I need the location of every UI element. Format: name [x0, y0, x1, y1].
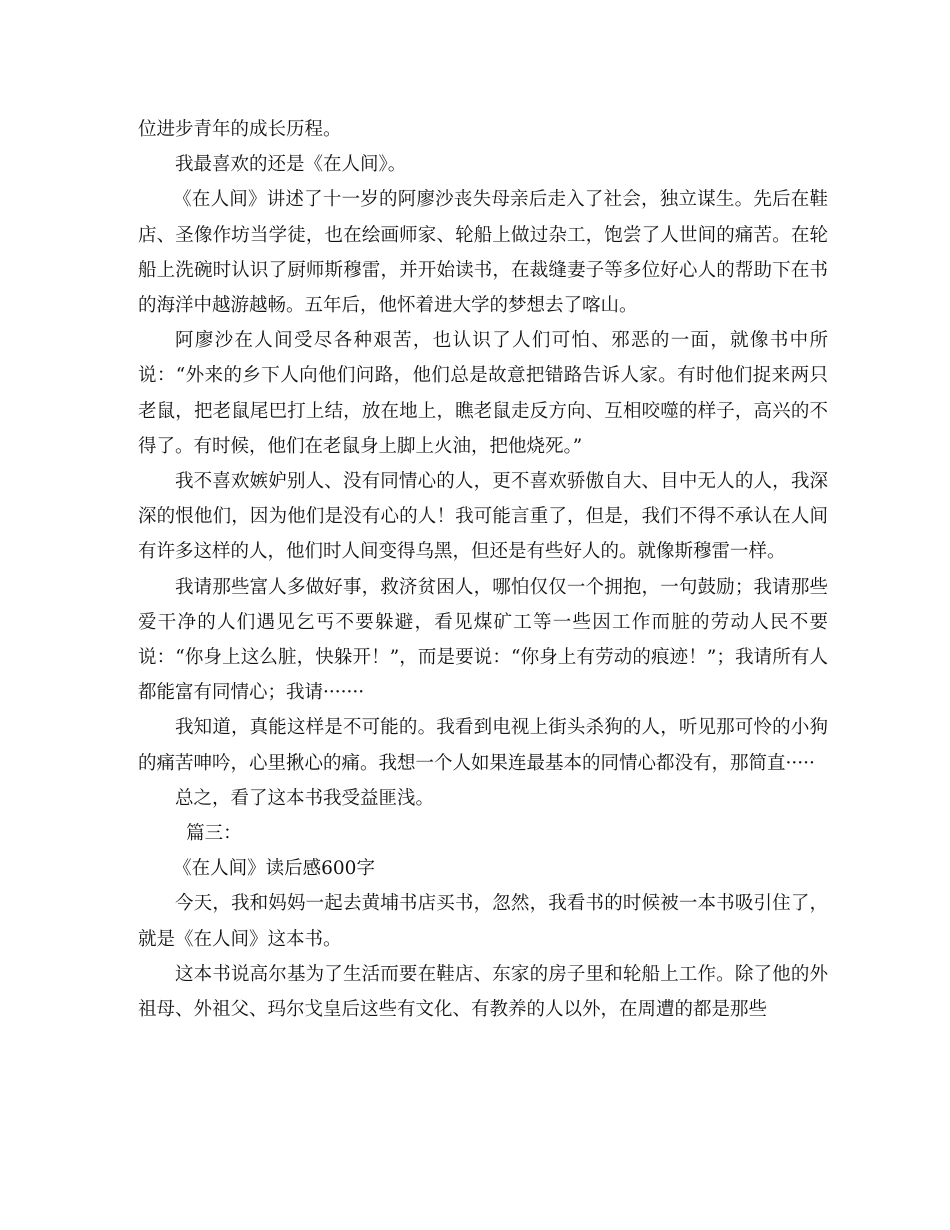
paragraph: 总之，看了这本书我受益匪浅。	[175, 787, 435, 809]
paragraph: 我最喜欢的还是《在人间》。	[175, 154, 407, 176]
paragraph: 我请那些富人多做好事，救济贫困人，哪怕仅仅一个拥抱，一句鼓励；我请那些爱干净的人们遇见乞丐不要躲避，看见煤矿工等一些因工作而脏的劳动人民不要说：“你身上这么脏，快躲开！”，而是要说：“你身上有劳动的痕迹！”；我请所有人都能富有同情心；我请·······	[138, 576, 828, 704]
paragraph: 我知道，真能这样是不可能的。我看到电视上街头杀狗的人，听见那可怜的小狗的痛苦呻吟，心里揪心的痛。我想一个人如果连最基本的同情心都没有，那简直·····	[138, 717, 828, 774]
section-label: 篇三：	[186, 823, 242, 845]
paragraph: 《在人间》讲述了十一岁的阿廖沙丧失母亲后走入了社会，独立谋生。先后在鞋店、圣像作坊当学徒，也在绘画师家、轮船上做过杂工，饱尝了人世间的痛苦。在轮船上洗碗时认识了厨师斯穆雷，并开始读书，在裁缝妻子等多位好心人的帮助下在书的海洋中越游越畅。五年后，他怀着进大学的梦想去了喀山。	[138, 189, 828, 317]
section-title: 《在人间》读后感600字	[173, 858, 375, 880]
paragraph: 我不喜欢嫉妒别人、没有同情心的人，更不喜欢骄傲自大、目中无人的人，我深深的恨他们，因为他们是没有心的人！我可能言重了，但是，我们不得不承认在人间有许多这样的人，他们时人间变得乌黑，但还是有些好人的。就像斯穆雷一样。	[138, 471, 828, 563]
paragraph: 这本书说高尔基为了生活而要在鞋店、东家的房子里和轮船上工作。除了他的外祖母、外祖父、玛尔戈皇后这些有文化、有教养的人以外，在周遭的都是那些	[138, 963, 828, 1021]
paragraph-continuation: 位进步青年的成长历程。	[138, 119, 342, 140]
document-body	[138, 112, 828, 1027]
paragraph: 今天，我和妈妈一起去黄埔书店买书，忽然，我看书的时候被一本书吸引住了，就是《在人间》这本书。	[138, 893, 828, 950]
paragraph: 阿廖沙在人间受尽各种艰苦，也认识了人们可怕、邪恶的一面，就像书中所说：“外来的乡下人向他们问路，他们总是故意把错路告诉人家。有时他们捉来两只老鼠，把老鼠尾巴打上结，放在地上，瞧老鼠走反方向、互相咬噬的样子，高兴的不得了。有时候，他们在老鼠身上脚上火油，把他烧死。”	[138, 330, 828, 457]
